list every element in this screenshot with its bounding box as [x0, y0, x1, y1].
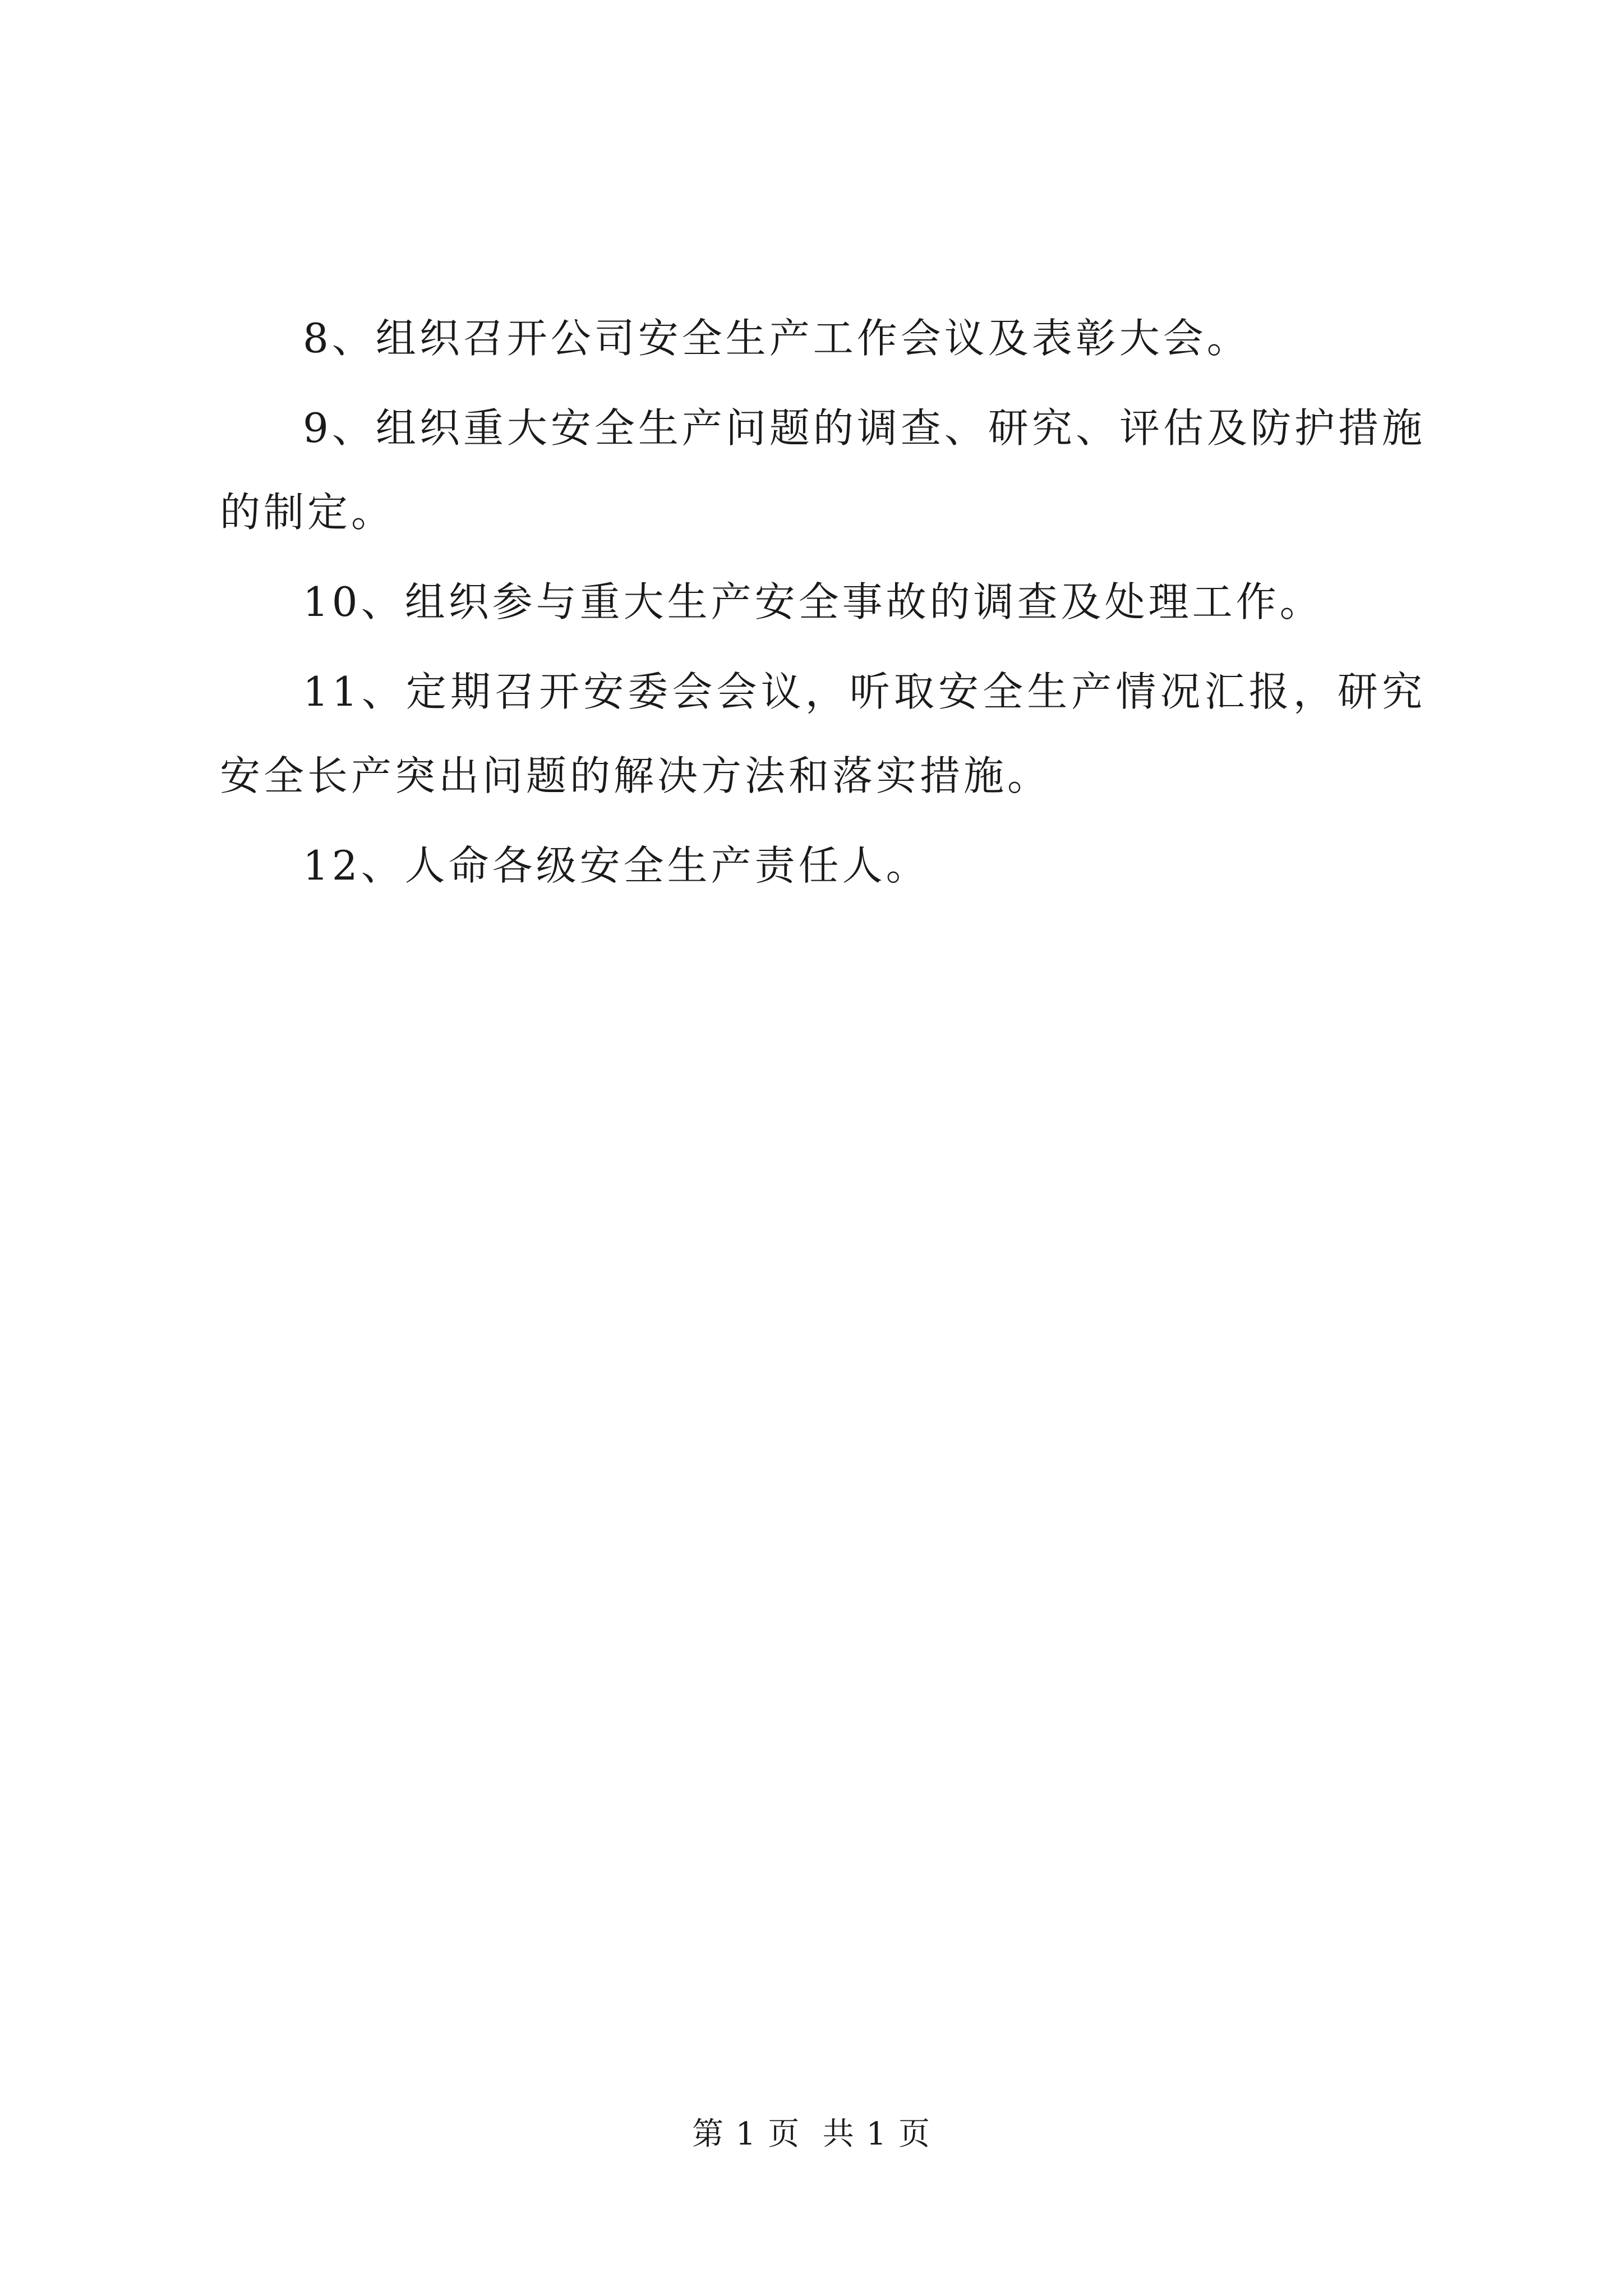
paragraph-item-11: 11、定期召开安委会会议，听取安全生产情况汇报，研究安全长产突出问题的解决方法和落实措施。	[220, 668, 1426, 799]
paragraph-item-12: 12、人命各级安全生产责任人。	[303, 842, 930, 889]
paragraph-item-10: 10、组织参与重大生产安全事故的调查及处理工作。	[303, 578, 1324, 625]
paragraph-item-8: 8、组织召开公司安全生产工作会议及表彰大会。	[303, 315, 1251, 362]
document-body	[220, 296, 1426, 913]
page-footer	[0, 2112, 1623, 2157]
page-number-label: 第 1 页 共 1 页	[691, 2116, 932, 2152]
paragraph-item-9: 9、组织重大安全生产问题的调查、研究、评估及防护措施的制定。	[220, 404, 1426, 536]
